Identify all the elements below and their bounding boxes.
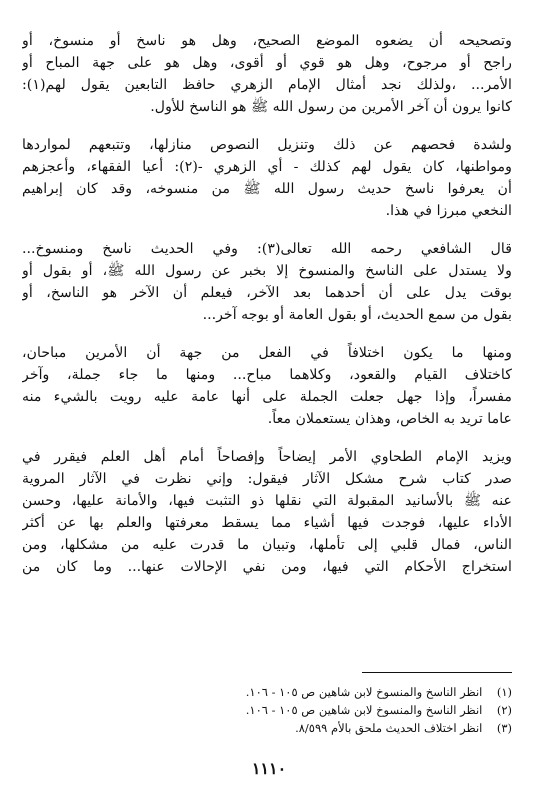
text-line: راجح أو مرجوح، وهل هو قوي أو أقوى، وهل هو على جهة المباح أو (22, 55, 512, 71)
footnote-3 (22, 719, 512, 737)
footnote-1 (22, 683, 512, 701)
text-line: ولا يستدل على الناسخ والمنسوخ إلا بخبر عن رسول الله ﷺ، أو بقول أو (22, 263, 512, 279)
footnote-number: (١) (496, 685, 512, 699)
text-line: الأداء عليها، فوجدت فيها أشياء مما يسقط معرفتها والعلم بها عن أكثر (22, 515, 512, 531)
text-line: استخراج الأحكام التي فيها، ومن نفي الإحالات عنها... وما كان من (22, 559, 512, 575)
footnotes (22, 683, 512, 737)
paragraph-4 (22, 342, 512, 430)
text-line: وتصحيحه أن يضعوه الموضع الصحيح، وهل هو ناسخ أو منسوخ، أو (22, 33, 512, 49)
page-number: ١١١٠ (251, 759, 287, 778)
text-line: أن يعرفوا ناسخ حديث رسول الله ﷺ من منسوخه، وقد كان إبراهيم (22, 181, 512, 197)
paragraph-2 (22, 134, 512, 222)
text-line: ومنها ما يكون اختلافاً في الفعل من جهة أن الأمرين مباحان، (22, 345, 512, 361)
text-line: ولشدة فحصهم عن ذلك وتنزيل النصوص منازلها، وتتبعهم لمواردها (22, 137, 512, 153)
paragraph-5 (22, 446, 512, 578)
text-line: ويزيد الإمام الطحاوي الأمر إيضاحاً وإفصاحاً أمام أهل العلم فيقرر في (22, 449, 512, 465)
text-line: كاختلاف القيام والقعود، وكلاهما مباح... ومنها ما جاء جملة، وآخر (22, 367, 512, 383)
footnote-text: انظر الناسخ والمنسوخ لابن شاهين ص ١٠٥ - ١٠٦. (245, 703, 483, 717)
text-line: عنه ﷺ بالأسانيد المقبولة التي نقلها ذو التثبت فيها، والأمانة عليها، وحسن (22, 493, 512, 509)
footnote-divider (362, 672, 512, 673)
footnote-number: (٢) (496, 703, 512, 717)
text-line: الناس، فمال قلبي إلى تأملها، وتبيان ما قدرت عليه من مشكلها، ومن (22, 537, 512, 553)
text-line: صدر كتاب شرح مشكل الآثار فيقول: وإني نظرت في الآثار المروية (22, 471, 512, 487)
text-line: قال الشافعي رحمه الله تعالى(٣): وفي الحديث ناسخ ومنسوخ... (22, 241, 512, 257)
paragraph-1 (22, 30, 512, 118)
text-line: كانوا يرون أن آخر الأمرين من رسول الله ﷺ هو الناسخ للأول. (150, 99, 512, 115)
paragraph-3 (22, 238, 512, 326)
text-line: بوقت يدل على أن أحدهما بعد الآخر، فيعلم أن الآخر هو الناسخ، أو (22, 285, 512, 301)
footnote-2 (22, 701, 512, 719)
text-line: مفسراً، وإذا جهل جعلت الجملة على أنها عامة عليه رويت بالشيء منه (22, 389, 512, 405)
text-line: الأمر... ،ولذلك نجد أمثال الإمام الزهري حافظ التابعين يقول لهم(١): (22, 77, 512, 93)
text-line: النخعي مبرزا في هذا. (385, 203, 512, 219)
footnote-number: (٣) (496, 721, 512, 735)
footnote-text: انظر الناسخ والمنسوخ لابن شاهين ص ١٠٥ - ١٠٦. (245, 685, 483, 699)
footnote-text: انظر اختلاف الحديث ملحق بالأم ٨/٥٩٩. (295, 721, 483, 735)
text-line: ومواطنها، كان يقول لهم كذلك - أي الزهري -(٢): أعيا الفقهاء، وأعجزهم (22, 159, 512, 175)
text-line: بقول من سمع الحديث، أو بقول العامة أو بوجه آخر... (202, 307, 512, 323)
text-line: عاما تريد به الخاص، وهذان يستعملان معاً. (267, 411, 512, 427)
